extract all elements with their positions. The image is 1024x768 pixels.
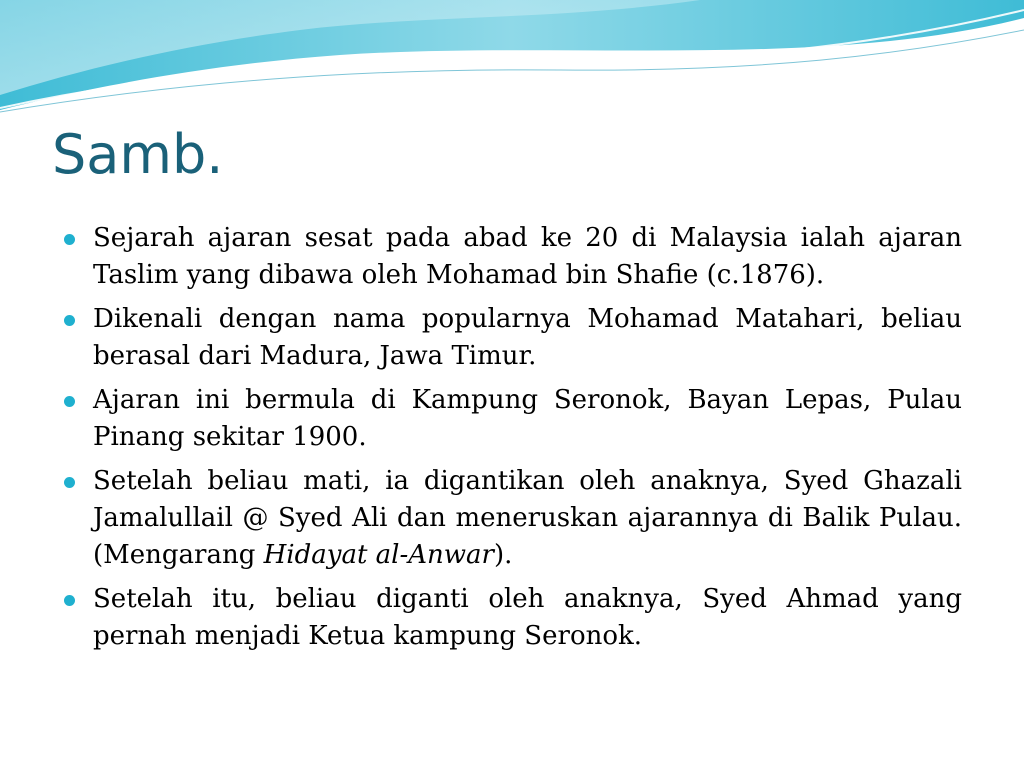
bullet-text bbox=[93, 466, 962, 570]
bullet-dot-icon bbox=[64, 595, 75, 606]
bullet-item bbox=[64, 463, 962, 574]
bullet-text-part: Setelah beliau mati, ia digantikan oleh anaknya, Syed Ghazali Jamalullail @ Syed Ali dan meneruskan ajarannya di Balik Pulau. (Mengarang bbox=[93, 466, 962, 570]
bullet-dot-icon bbox=[64, 315, 75, 326]
bullet-list bbox=[64, 220, 962, 662]
bullet-dot-icon bbox=[64, 477, 75, 488]
book-title: Hidayat al-Anwar bbox=[263, 540, 494, 570]
slide-title: Samb. bbox=[52, 123, 224, 186]
bullet-dot-icon bbox=[64, 234, 75, 245]
bullet-item bbox=[64, 301, 962, 375]
bullet-text: Sejarah ajaran sesat pada abad ke 20 di Malaysia ialah ajaran Taslim yang dibawa oleh Mohamad bin Shafie (c.1876). bbox=[93, 223, 962, 290]
bullet-text-part: ). bbox=[493, 540, 513, 570]
bullet-item bbox=[64, 382, 962, 456]
bullet-item bbox=[64, 581, 962, 655]
bullet-text: Dikenali dengan nama popularnya Mohamad Matahari, beliau berasal dari Madura, Jawa Timur. bbox=[93, 304, 962, 371]
bullet-text: Setelah itu, beliau diganti oleh anaknya, Syed Ahmad yang pernah menjadi Ketua kampung Seronok. bbox=[93, 584, 962, 651]
bullet-text: Ajaran ini bermula di Kampung Seronok, Bayan Lepas, Pulau Pinang sekitar 1900. bbox=[93, 385, 962, 452]
bullet-dot-icon bbox=[64, 396, 75, 407]
bullet-item bbox=[64, 220, 962, 294]
wave-header-decoration bbox=[0, 0, 1024, 120]
